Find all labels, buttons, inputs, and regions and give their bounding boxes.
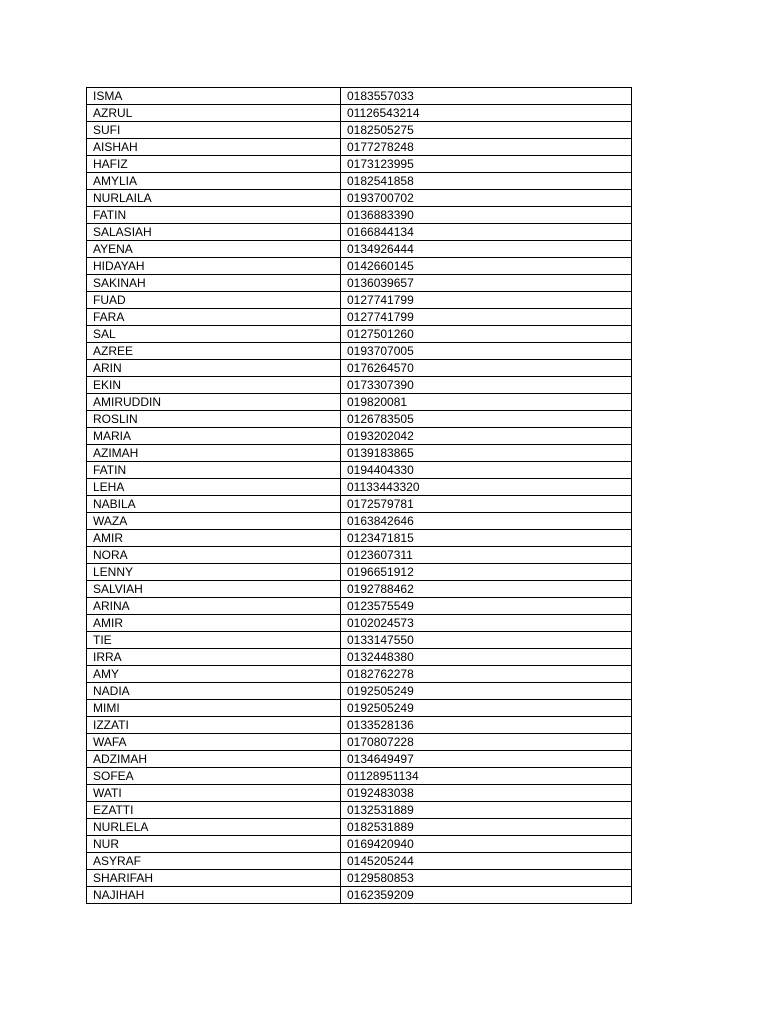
contact-name-cell: AZRUL: [87, 105, 341, 122]
table-row: [87, 309, 632, 326]
contact-name-cell: LEHA: [87, 479, 341, 496]
contact-name-cell: ADZIMAH: [87, 751, 341, 768]
contact-phone-cell: 0123607311: [341, 547, 632, 564]
contact-phone-cell: 0182762278: [341, 666, 632, 683]
contact-phone-cell: 0127741799: [341, 309, 632, 326]
contact-name-cell: NUR: [87, 836, 341, 853]
contact-phone-cell: 0182531889: [341, 819, 632, 836]
table-row: [87, 207, 632, 224]
table-row: [87, 326, 632, 343]
table-row: [87, 734, 632, 751]
contact-phone-cell: 0129580853: [341, 870, 632, 887]
table-row: [87, 717, 632, 734]
contact-phone-cell: 0163842646: [341, 513, 632, 530]
contact-phone-cell: 01126543214: [341, 105, 632, 122]
contact-phone-cell: 0162359209: [341, 887, 632, 904]
contact-phone-cell: 0183557033: [341, 88, 632, 105]
contacts-table-body: [87, 88, 632, 904]
contact-phone-cell: 0126783505: [341, 411, 632, 428]
contact-name-cell: AMIR: [87, 530, 341, 547]
contact-name-cell: NABILA: [87, 496, 341, 513]
contact-phone-cell: 0102024573: [341, 615, 632, 632]
contact-name-cell: AMIRUDDIN: [87, 394, 341, 411]
contact-name-cell: AZREE: [87, 343, 341, 360]
contact-name-cell: IZZATI: [87, 717, 341, 734]
contact-name-cell: AYENA: [87, 241, 341, 258]
contact-name-cell: SUFI: [87, 122, 341, 139]
contact-name-cell: AZIMAH: [87, 445, 341, 462]
table-row: [87, 683, 632, 700]
contact-name-cell: WAFA: [87, 734, 341, 751]
contact-phone-cell: 0166844134: [341, 224, 632, 241]
contact-phone-cell: 0173307390: [341, 377, 632, 394]
contact-phone-cell: 0132448380: [341, 649, 632, 666]
contact-name-cell: FATIN: [87, 462, 341, 479]
contact-phone-cell: 0139183865: [341, 445, 632, 462]
table-row: [87, 666, 632, 683]
contact-name-cell: NURLAILA: [87, 190, 341, 207]
contact-phone-cell: 0182541858: [341, 173, 632, 190]
table-row: [87, 700, 632, 717]
table-row: [87, 156, 632, 173]
contact-name-cell: NADIA: [87, 683, 341, 700]
contact-phone-cell: 0192505249: [341, 683, 632, 700]
table-row: [87, 819, 632, 836]
contact-phone-cell: 0194404330: [341, 462, 632, 479]
contact-name-cell: SALVIAH: [87, 581, 341, 598]
table-row: [87, 530, 632, 547]
table-row: [87, 224, 632, 241]
table-row: [87, 360, 632, 377]
contact-phone-cell: 0193707005: [341, 343, 632, 360]
contact-name-cell: WAZA: [87, 513, 341, 530]
table-row: [87, 751, 632, 768]
contact-name-cell: IRRA: [87, 649, 341, 666]
contact-name-cell: AMY: [87, 666, 341, 683]
contact-name-cell: AISHAH: [87, 139, 341, 156]
contact-phone-cell: 0193202042: [341, 428, 632, 445]
contact-name-cell: NURLELA: [87, 819, 341, 836]
contact-name-cell: AMYLIA: [87, 173, 341, 190]
contact-name-cell: HAFIZ: [87, 156, 341, 173]
contact-name-cell: WATI: [87, 785, 341, 802]
table-row: [87, 88, 632, 105]
contact-phone-cell: 0127501260: [341, 326, 632, 343]
contact-phone-cell: 019820081: [341, 394, 632, 411]
table-row: [87, 615, 632, 632]
table-row: [87, 258, 632, 275]
table-row: [87, 275, 632, 292]
contact-phone-cell: 01133443320: [341, 479, 632, 496]
contact-name-cell: NAJIHAH: [87, 887, 341, 904]
table-row: [87, 632, 632, 649]
table-row: [87, 173, 632, 190]
table-row: [87, 394, 632, 411]
table-row: [87, 462, 632, 479]
table-row: [87, 564, 632, 581]
table-row: [87, 581, 632, 598]
contact-phone-cell: 0177278248: [341, 139, 632, 156]
contact-phone-cell: 0142660145: [341, 258, 632, 275]
contact-phone-cell: 0192505249: [341, 700, 632, 717]
contact-phone-cell: 0123471815: [341, 530, 632, 547]
table-row: [87, 241, 632, 258]
table-row: [87, 768, 632, 785]
contact-name-cell: ARINA: [87, 598, 341, 615]
table-row: [87, 598, 632, 615]
contact-phone-cell: 0132531889: [341, 802, 632, 819]
contact-name-cell: SALASIAH: [87, 224, 341, 241]
table-row: [87, 445, 632, 462]
table-row: [87, 292, 632, 309]
table-row: [87, 496, 632, 513]
contact-phone-cell: 0173123995: [341, 156, 632, 173]
table-row: [87, 887, 632, 904]
contact-name-cell: ARIN: [87, 360, 341, 377]
contact-name-cell: LENNY: [87, 564, 341, 581]
table-row: [87, 428, 632, 445]
contact-name-cell: MIMI: [87, 700, 341, 717]
contact-phone-cell: 0134926444: [341, 241, 632, 258]
table-row: [87, 802, 632, 819]
table-row: [87, 377, 632, 394]
contact-name-cell: SHARIFAH: [87, 870, 341, 887]
contact-phone-cell: 0170807228: [341, 734, 632, 751]
table-row: [87, 853, 632, 870]
table-row: [87, 343, 632, 360]
contact-phone-cell: 0136883390: [341, 207, 632, 224]
table-row: [87, 190, 632, 207]
contact-name-cell: FUAD: [87, 292, 341, 309]
contact-name-cell: MARIA: [87, 428, 341, 445]
contact-name-cell: FATIN: [87, 207, 341, 224]
table-row: [87, 479, 632, 496]
contact-phone-cell: 0133528136: [341, 717, 632, 734]
contact-name-cell: SOFEA: [87, 768, 341, 785]
contact-name-cell: NORA: [87, 547, 341, 564]
contact-phone-cell: 0136039657: [341, 275, 632, 292]
table-row: [87, 870, 632, 887]
table-row: [87, 105, 632, 122]
table-row: [87, 139, 632, 156]
table-row: [87, 836, 632, 853]
contact-name-cell: AMIR: [87, 615, 341, 632]
contact-phone-cell: 0182505275: [341, 122, 632, 139]
contact-name-cell: EKIN: [87, 377, 341, 394]
contact-name-cell: TIE: [87, 632, 341, 649]
table-row: [87, 411, 632, 428]
contact-phone-cell: 0134649497: [341, 751, 632, 768]
contact-phone-cell: 0145205244: [341, 853, 632, 870]
table-row: [87, 122, 632, 139]
contact-name-cell: SAL: [87, 326, 341, 343]
contact-name-cell: ROSLIN: [87, 411, 341, 428]
table-row: [87, 547, 632, 564]
table-row: [87, 649, 632, 666]
table-row: [87, 785, 632, 802]
contact-name-cell: ASYRAF: [87, 853, 341, 870]
contact-name-cell: ISMA: [87, 88, 341, 105]
contacts-table: [86, 87, 632, 904]
contact-phone-cell: 0123575549: [341, 598, 632, 615]
contact-name-cell: SAKINAH: [87, 275, 341, 292]
contact-phone-cell: 0196651912: [341, 564, 632, 581]
contact-name-cell: FARA: [87, 309, 341, 326]
contact-phone-cell: 0172579781: [341, 496, 632, 513]
contact-phone-cell: 0176264570: [341, 360, 632, 377]
contact-phone-cell: 0192788462: [341, 581, 632, 598]
contact-name-cell: EZATTI: [87, 802, 341, 819]
contact-phone-cell: 0193700702: [341, 190, 632, 207]
contact-phone-cell: 0169420940: [341, 836, 632, 853]
contact-name-cell: HIDAYAH: [87, 258, 341, 275]
table-row: [87, 513, 632, 530]
contact-phone-cell: 01128951134: [341, 768, 632, 785]
contact-phone-cell: 0192483038: [341, 785, 632, 802]
contact-phone-cell: 0133147550: [341, 632, 632, 649]
contact-phone-cell: 0127741799: [341, 292, 632, 309]
